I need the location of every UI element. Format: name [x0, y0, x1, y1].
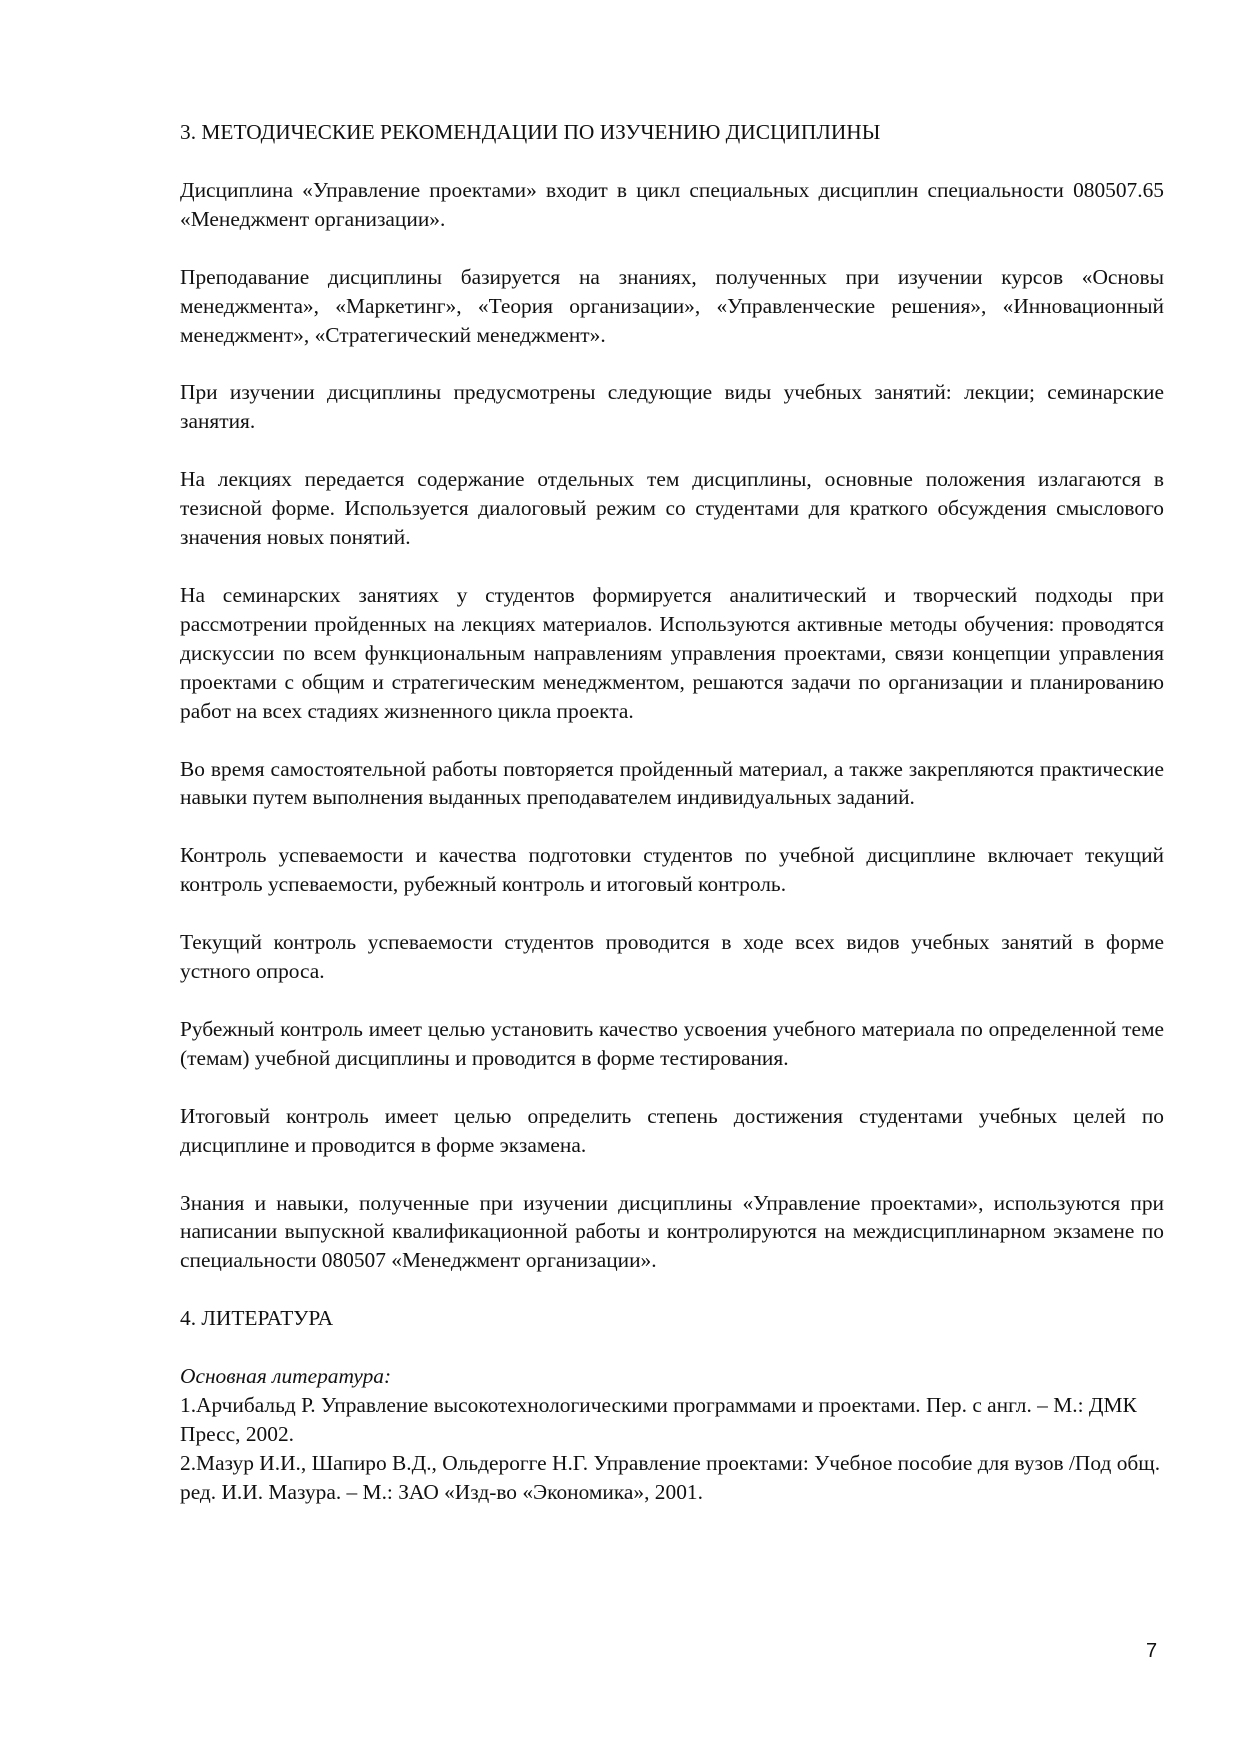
section-3-heading: 3. МЕТОДИЧЕСКИЕ РЕКОМЕНДАЦИИ ПО ИЗУЧЕНИЮ ДИСЦИПЛИНЫ [180, 120, 881, 144]
paragraph: Итоговый контроль имеет целью определить степень достижения студентами учебных целей по дисциплине и проводится в форме экзамена. [180, 1103, 1164, 1157]
paragraph: Знания и навыки, полученные при изучении дисциплины «Управление проектами», используются при написании выпускной квалификационной работы и контролируются на междисциплинарном экзамене по специальности 080507 «Менеджмент организации». [180, 1190, 1164, 1273]
paragraph: Преподавание дисциплины базируется на знаниях, полученных при изучении курсов «Основы менеджмента», «Маркетинг», «Теория организации», «Управленческие решения», «Инновационный менеджмент», «Стратегический менеджмент». [180, 264, 1164, 347]
page-number: 7 [1146, 1640, 1158, 1662]
literature-item: 2.Мазур И.И., Шапиро В.Д., Ольдерогге Н.Г. Управление проектами: Учебное пособие для вузов /Под общ. ред. И.И. Мазура. – М.: ЗАО «Изд-во «Экономика», 2001. [180, 1450, 1161, 1504]
paragraph: Рубежный контроль имеет целью установить качество усвоения учебного материала по определенной теме (темам) учебной дисциплины и проводится в форме тестирования. [180, 1016, 1164, 1070]
section-4-heading: 4. ЛИТЕРАТУРА [180, 1306, 334, 1331]
paragraph: Во время самостоятельной работы повторяется пройденный материал, а также закрепляются практические навыки путем выполнения выданных преподавателем индивидуальных заданий. [180, 756, 1164, 810]
paragraph: Дисциплина «Управление проектами» входит в цикл специальных дисциплин специальности 080507.65 «Менеджмент организации». [180, 177, 1164, 231]
paragraph: Текущий контроль успеваемости студентов проводится в ходе всех видов учебных занятий в форме устного опроса. [180, 930, 1164, 984]
paragraph: При изучении дисциплины предусмотрены следующие виды учебных занятий: лекции; семинарские занятия. [180, 380, 1164, 434]
document-page [180, 118, 1164, 1507]
paragraph: На семинарских занятиях у студентов формируется аналитический и творческий подходы при рассмотрении пройденных на лекциях материалов. Используются активные методы обучения: проводятся дискуссии по всем функциональным направлениям управления проектами, связи концепции управления проектами с общим и стратегическим менеджментом, решаются задачи по организации и планированию работ на всех стадиях жизненного цикла проекта. [180, 582, 1164, 723]
paragraph: Контроль успеваемости и качества подготовки студентов по учебной дисциплине включает текущий контроль успеваемости, рубежный контроль и итоговый контроль. [180, 843, 1164, 897]
literature-subtitle: Основная литература: [180, 1364, 392, 1389]
literature-item: 1.Арчибальд Р. Управление высокотехнологическими программами и проектами. Пер. с англ. – М.: ДМК Пресс, 2002. [180, 1393, 1137, 1446]
paragraph: На лекциях передается содержание отдельных тем дисциплины, основные положения излагаются в тезисной форме. Используется диалоговый режим со студентами для краткого обсуждения смыслового значения новых понятий. [180, 467, 1164, 550]
